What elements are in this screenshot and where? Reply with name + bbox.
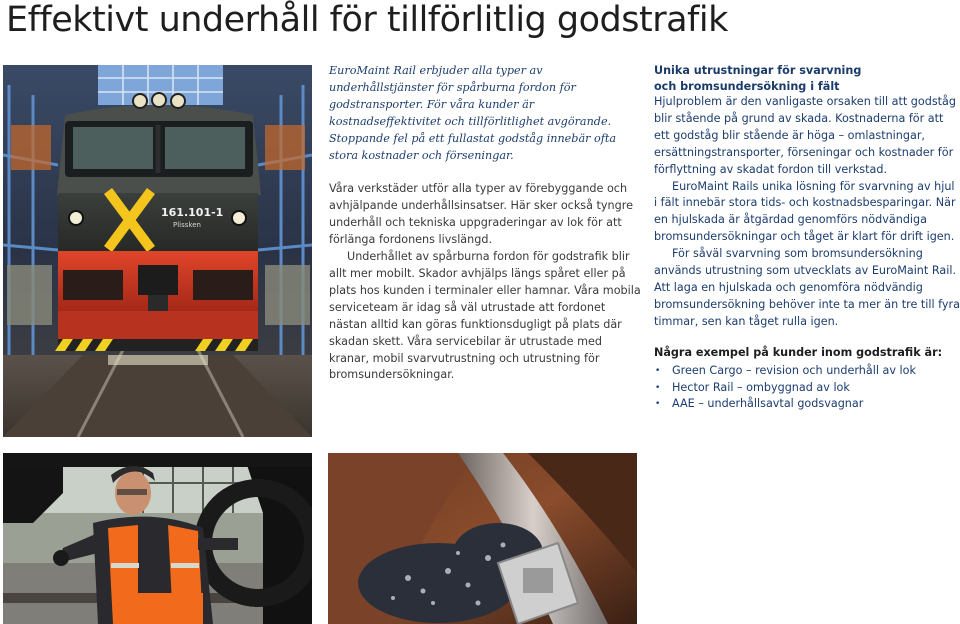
body-paragraph: För såväl svarvning som bromsundersökning används utrustning som utvecklats av EuroMaint Rail. Att laga en hjulskada och genomföra nödvändig bromsundersökning behöver inte ta mer än tre till fyra timmar, sen kan tåget rulla igen. bbox=[654, 247, 960, 328]
list-item: • AAE – underhållsavtal godsvagnar bbox=[654, 396, 960, 413]
locomotive-photo bbox=[3, 65, 312, 437]
section-heading bbox=[654, 63, 960, 94]
body-paragraph: Underhållet av spårburna fordon för godstrafik blir allt mer mobilt. Skador avhjälps längs spåret eller på plats hos kunden i terminaler eller hamnar. Våra mobila serviceteam är idag så väl utrustade att fordonet nästan alltid kan göras funktionsdugligt på plats där skadan skett. Våra servicebilar är utrustade med kranar, mobil svarvutrustning och utrustning för bromsundersökningar. bbox=[329, 250, 641, 382]
right-text-column bbox=[654, 63, 960, 413]
body-paragraph: EuroMaint Rails unika lösning för svarvning av hjul i fält innebär stora tids- och kostnadsbesparingar. När en hjulskada är åtgärdad genomförs nödvändiga bromsundersökningar och tåget är klart för drift igen. bbox=[654, 179, 956, 244]
intro-paragraph: EuroMaint Rail erbjuder alla typer av underhållstjänster för spårburna fordon för godstransporter. För våra kunder är kostnadseffektivitet och tillförlitlighet avgörande. Stoppande fel på ett fullastat godståg innebär ofta stora kostnader och förseningar. bbox=[329, 64, 617, 162]
list-item: • Green Cargo – revision och underhåll av lok bbox=[654, 363, 960, 380]
locomotive-name: Plissken bbox=[173, 221, 201, 229]
worker-photo bbox=[3, 453, 312, 624]
page-title: Effektivt underhåll för tillförlitlig godstrafik bbox=[6, 0, 728, 40]
locomotive-number: 161.101-1 bbox=[161, 206, 224, 219]
section-heading-line: Unika utrustningar för svarvning bbox=[654, 64, 862, 77]
customer-examples-list bbox=[654, 363, 960, 414]
middle-text-column bbox=[329, 63, 643, 384]
examples-heading: Några exempel på kunder inom godstrafik är: bbox=[654, 345, 943, 359]
section-heading-line: och bromsundersökning i fält bbox=[654, 79, 840, 93]
wheel-lathe-photo bbox=[328, 453, 637, 624]
body-paragraph: Hjulproblem är den vanligaste orsaken till att godståg blir stående på grund av skada. Kostnaderna för att ett godståg blir stående är höga – omlastningar, ersättningstransporter, förseningar och kostnader för förflyttning av skadat fordon till verkstad. bbox=[654, 95, 957, 176]
body-paragraph: Våra verkstäder utför alla typer av förebyggande och avhjälpande underhållsinsatser. Här sker också tyngre underhåll och tekniska uppgraderingar av lok för att förlänga fordonens livslängd. bbox=[329, 182, 633, 247]
list-item: • Hector Rail – ombyggnad av lok bbox=[654, 380, 960, 397]
